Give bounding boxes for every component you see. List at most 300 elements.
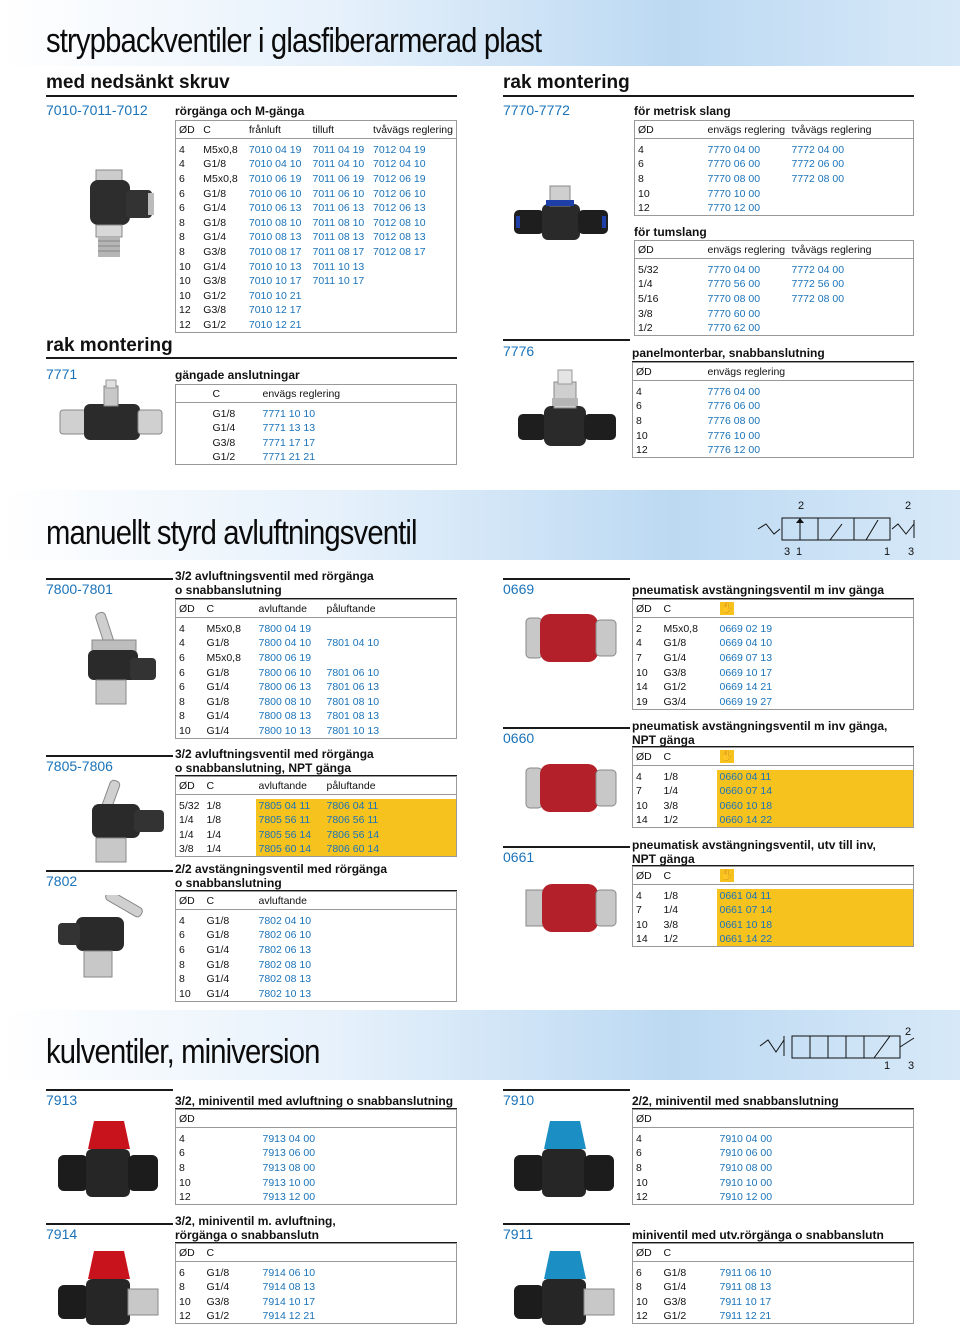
col-avluftande: avluftande — [256, 777, 324, 795]
table-cell: 7771 21 21 — [262, 451, 316, 464]
table-cell: 10 — [636, 1176, 648, 1189]
table-7776 — [632, 362, 914, 458]
port-label: 1 — [796, 546, 803, 558]
table-cell: 7770 08 00 — [707, 172, 761, 185]
product-code-7910: 7910 — [503, 1092, 535, 1108]
table-row — [635, 172, 914, 187]
table-cell: 7913 12 00 — [262, 1190, 316, 1203]
valve-symbol-icon — [756, 496, 926, 560]
table-cell: G3/8 — [203, 275, 227, 288]
table-row — [635, 292, 914, 307]
table-cell: 7914 10 17 — [262, 1295, 316, 1308]
table-row — [633, 918, 914, 933]
table-cell: 6 — [179, 681, 185, 694]
table-cell: 7 — [636, 785, 642, 798]
table-cell: 12 — [179, 1310, 191, 1323]
table-cell: 7 — [636, 651, 642, 664]
col-od: ØD — [176, 1110, 260, 1128]
table-cell: M5x0,8 — [663, 622, 698, 635]
table-cell: 7010 12 17 — [248, 304, 302, 317]
table-cell: 6 — [179, 1266, 185, 1279]
table-cell: 7914 12 21 — [262, 1310, 316, 1323]
table-row — [633, 622, 914, 637]
table-cell: G1/4 — [203, 260, 227, 273]
table-7770a — [634, 120, 914, 216]
table-row — [176, 143, 457, 158]
table-row — [176, 943, 457, 958]
product-image-7776 — [514, 368, 624, 458]
col-paluftande: påluftande — [324, 777, 457, 795]
table-cell: 7010 10 17 — [248, 275, 302, 288]
table-cell: 7776 12 00 — [707, 443, 761, 456]
table-cell: 7800 06 10 — [258, 666, 312, 679]
table-cell: 0661 10 18 — [717, 918, 914, 933]
product-image-7910 — [510, 1115, 620, 1205]
table-row — [633, 651, 914, 666]
table-cell: 1/8 — [206, 814, 222, 827]
table-row — [635, 263, 914, 278]
table-cell: G1/4 — [206, 943, 230, 956]
table-cell: G1/8 — [203, 158, 227, 171]
section-title-1: strypbackventiler i glasfiberarmerad plast — [46, 22, 542, 60]
table-cell — [789, 186, 914, 201]
col-avluftande: avluftande — [256, 892, 457, 910]
table-0660 — [632, 747, 914, 828]
table-row — [176, 288, 457, 303]
table-cell: 6 — [179, 202, 185, 215]
table-cell: G1/4 — [203, 231, 227, 244]
product-code-7802: 7802 — [46, 873, 78, 889]
table-row — [176, 813, 457, 828]
table-cell: 7012 08 17 — [373, 245, 426, 258]
table-row — [633, 636, 914, 651]
table-cell: 1/4 — [638, 278, 653, 291]
table-cell: 12 — [636, 1190, 648, 1203]
table-row — [633, 1295, 914, 1310]
col-envags: envägs reglering — [705, 363, 914, 381]
table-row — [176, 986, 457, 1001]
table-cell: 7913 04 00 — [262, 1132, 316, 1145]
table-cell: 7772 04 00 — [791, 263, 845, 276]
rule-7800 — [46, 578, 173, 580]
table-cell: 4 — [179, 158, 185, 171]
table-cell: 7800 10 13 — [258, 724, 312, 737]
table-cell: 19 — [636, 695, 648, 708]
table-cell: 3/8 — [663, 799, 679, 812]
table-cell: 7010 06 13 — [248, 202, 302, 215]
table-cell: 7801 04 10 — [326, 637, 380, 650]
table-cell: 7805 56 14 — [256, 828, 324, 843]
table-cell: 8 — [179, 710, 185, 723]
table-cell: G1/2 — [663, 1310, 687, 1323]
rule-7911 — [503, 1223, 630, 1225]
table-cell: 4 — [636, 770, 642, 783]
rule-right-1 — [503, 95, 914, 97]
table-cell: 1/4 — [206, 828, 222, 841]
table-cell: 7011 10 17 — [312, 275, 365, 288]
col-tvavags: tvåvägs reglering — [370, 121, 456, 139]
table-row — [633, 1161, 914, 1176]
table-row — [176, 421, 457, 436]
table-cell: 7010 04 10 — [248, 158, 302, 171]
desc-7910: 2/2, miniventil med snabbanslutning — [632, 1094, 839, 1108]
table-cell: G1/8 — [206, 1266, 230, 1279]
col-c: C — [661, 1244, 717, 1262]
table-row — [633, 932, 914, 947]
table-cell: 7011 06 10 — [312, 187, 365, 200]
table-cell: 0669 02 19 — [719, 622, 773, 635]
table-cell: G1/2 — [212, 451, 236, 464]
table-cell: 7801 10 13 — [326, 724, 380, 737]
port-label: 3 — [784, 546, 791, 558]
table-cell: 7910 08 00 — [719, 1161, 773, 1174]
table-cell: 7802 04 10 — [258, 914, 312, 927]
table-row — [176, 928, 457, 943]
product-code-0661: 0661 — [503, 849, 535, 865]
table-cell: 7011 08 17 — [312, 245, 365, 258]
table-cell: 12 — [636, 1310, 648, 1323]
table-cell: 7011 08 10 — [312, 216, 365, 229]
table-row — [176, 636, 457, 651]
table-cell: 3/8 — [663, 918, 679, 931]
table-cell: 7800 08 13 — [258, 710, 312, 723]
table-cell: G1/2 — [206, 1310, 230, 1323]
table-cell: G1/8 — [206, 637, 230, 650]
table-cell: 5/32 — [638, 263, 659, 276]
table-cell: 7911 08 13 — [719, 1281, 772, 1294]
table-7770b — [634, 240, 914, 336]
col-c: C — [204, 777, 256, 795]
col-franluft: frånluft — [246, 121, 310, 139]
table-cell: 7801 08 10 — [326, 695, 380, 708]
table-cell: G3/8 — [203, 245, 227, 258]
table-cell: 10 — [179, 1295, 191, 1308]
table-cell: 5/32 — [179, 799, 200, 812]
table-row — [635, 306, 914, 321]
valve-symbol-icon — [756, 1024, 926, 1074]
table-cell: G1/8 — [212, 407, 236, 420]
product-code-0669: 0669 — [503, 581, 535, 597]
table-cell: 10 — [636, 918, 648, 931]
table-row — [633, 414, 914, 429]
table-row — [633, 1280, 914, 1295]
table-cell: G1/4 — [206, 973, 230, 986]
table-cell: 0669 10 17 — [719, 666, 773, 679]
table-7913 — [175, 1109, 457, 1205]
table-cell: 7772 56 00 — [791, 278, 845, 291]
table-cell: 12 — [179, 318, 191, 331]
table-cell: 1/2 — [663, 814, 679, 827]
table-cell: G1/8 — [663, 637, 687, 650]
table-cell: 7806 56 14 — [324, 828, 457, 843]
table-cell: 4 — [179, 1132, 185, 1145]
col-od: ØD — [633, 867, 661, 885]
table-7802 — [175, 891, 457, 1002]
table-row — [176, 694, 457, 709]
col-avluftande: avluftande — [256, 600, 324, 618]
table-cell: 0661 04 11 — [717, 889, 914, 904]
col-od: ØD — [635, 241, 705, 259]
table-row — [633, 1190, 914, 1205]
rule-left-1 — [46, 95, 457, 97]
table-cell: G3/4 — [663, 695, 687, 708]
product-image-7914 — [54, 1245, 164, 1337]
table-7771 — [175, 384, 457, 465]
desc-7010: rörgänga och M-gänga — [175, 104, 305, 118]
product-image-7913 — [54, 1115, 164, 1205]
table-cell: G1/8 — [206, 914, 230, 927]
table-row — [633, 770, 914, 785]
table-cell: 7011 04 10 — [312, 158, 365, 171]
table-7800 — [175, 599, 457, 739]
desc-7770a: för metrisk slang — [634, 104, 731, 118]
table-row — [176, 186, 457, 201]
product-image-7010 — [66, 160, 156, 270]
table-cell: G1/4 — [212, 422, 236, 435]
product-code-7770: 7770-7772 — [503, 102, 570, 118]
table-cell: 7910 12 00 — [719, 1190, 773, 1203]
table-cell: 0660 14 22 — [717, 813, 914, 828]
table-cell: 6 — [179, 666, 185, 679]
table-cell: G1/8 — [663, 1266, 687, 1279]
table-7910 — [632, 1109, 914, 1205]
table-cell: G1/4 — [206, 1281, 230, 1294]
table-cell: 7911 10 17 — [719, 1295, 772, 1308]
port-label: 1 — [884, 546, 891, 558]
table-cell: 8 — [179, 231, 185, 244]
col-od: ØD — [633, 600, 661, 618]
table-cell — [370, 274, 456, 289]
table-cell: 7910 10 00 — [719, 1176, 773, 1189]
table-cell: 7012 04 10 — [373, 158, 426, 171]
table-cell: 7010 10 13 — [248, 260, 302, 273]
table-cell: 10 — [179, 1176, 191, 1189]
table-cell: 1/4 — [663, 904, 679, 917]
product-code-0660: 0660 — [503, 730, 535, 746]
table-cell: 7801 06 13 — [326, 681, 380, 694]
table-row — [176, 1132, 457, 1147]
table-cell: G1/8 — [206, 929, 230, 942]
table-cell: 4 — [636, 385, 642, 398]
table-cell: 7914 06 10 — [262, 1266, 316, 1279]
table-cell: 7910 04 00 — [719, 1132, 773, 1145]
col-tilluft: tilluft — [309, 121, 370, 139]
table-cell: 1/4 — [179, 814, 194, 827]
table-cell — [370, 318, 456, 333]
table-7010 — [175, 120, 457, 333]
table-row — [176, 215, 457, 230]
table-cell: 7011 10 13 — [312, 260, 365, 273]
col-od: ØD — [176, 121, 201, 139]
table-cell: 8 — [179, 695, 185, 708]
table-row — [176, 1146, 457, 1161]
table-cell: 0661 07 14 — [717, 903, 914, 918]
product-image-0660 — [522, 750, 622, 830]
left-heading: med nedsänkt skruv — [46, 72, 230, 93]
table-cell: 7806 60 14 — [324, 842, 457, 857]
table-cell: 7913 10 00 — [262, 1176, 316, 1189]
table-cell: 6 — [636, 1266, 642, 1279]
table-cell: G3/8 — [206, 1295, 230, 1308]
table-cell: 7770 06 00 — [707, 158, 761, 171]
table-cell: 10 — [636, 799, 648, 812]
product-image-0669 — [522, 600, 622, 680]
table-cell: G1/8 — [206, 958, 230, 971]
desc-7771: gängade anslutningar — [175, 368, 300, 382]
table-cell: 7770 12 00 — [707, 201, 761, 214]
table-cell: 7012 06 19 — [373, 172, 426, 185]
desc-7913: 3/2, miniventil med avluftning o snabbanslutning — [175, 1094, 454, 1108]
table-cell: 8 — [179, 245, 185, 258]
col-c: C — [661, 748, 717, 766]
table-cell: 7802 06 10 — [258, 929, 312, 942]
table-cell: 7776 06 00 — [707, 400, 761, 413]
desc-7911: miniventil med utv.rörgänga o snabbanslutn — [632, 1228, 884, 1242]
col-c: C — [204, 1244, 260, 1262]
table-cell: 8 — [179, 958, 185, 971]
table-cell: 7770 04 00 — [707, 143, 761, 156]
desc-7805: 3/2 avluftningsventil med rörgänga o snabbanslutning, NPT gänga — [175, 747, 374, 775]
desc-0669: pneumatisk avstängningsventil m inv gänga — [632, 583, 885, 597]
table-cell — [309, 318, 370, 333]
table-cell: 7011 04 19 — [312, 143, 365, 156]
table-cell: 7800 04 19 — [258, 622, 312, 635]
table-cell: 6 — [636, 1147, 642, 1160]
table-row — [176, 1190, 457, 1205]
port-label: 3 — [908, 1060, 915, 1072]
table-row — [633, 665, 914, 680]
table-cell: 1/4 — [206, 843, 222, 856]
table-row — [635, 277, 914, 292]
table-row — [176, 1266, 457, 1281]
table-7805 — [175, 776, 457, 857]
table-row — [176, 680, 457, 695]
table-cell: 1/8 — [663, 770, 679, 783]
port-label: 1 — [884, 1060, 891, 1072]
col-envags: envägs reglering — [705, 121, 789, 139]
product-image-7805 — [70, 776, 170, 876]
table-cell: 0660 07 14 — [717, 784, 914, 799]
table-cell: 10 — [179, 289, 191, 302]
table-cell: 10 — [638, 187, 650, 200]
table-cell: M5x0,8 — [206, 651, 241, 664]
table-cell: 8 — [638, 172, 644, 185]
product-code-7911: 7911 — [503, 1226, 534, 1242]
table-cell: 7911 06 10 — [719, 1266, 772, 1279]
table-row — [633, 784, 914, 799]
product-image-0661 — [522, 870, 622, 950]
table-row — [176, 201, 457, 216]
port-label: 2 — [905, 1026, 912, 1038]
table-cell: 7911 12 21 — [719, 1310, 772, 1323]
table-row — [633, 443, 914, 458]
table-row — [633, 694, 914, 709]
table-row — [176, 436, 457, 451]
table-cell: 7010 08 10 — [248, 216, 302, 229]
table-cell: 4 — [636, 889, 642, 902]
desc-0660: pneumatisk avstängningsventil m inv gänga, NPT gänga — [632, 719, 888, 747]
table-cell: 4 — [179, 914, 185, 927]
table-cell: 7772 08 00 — [791, 172, 845, 185]
table-cell: 10 — [636, 429, 648, 442]
table-row — [176, 1175, 457, 1190]
table-cell: 7802 06 13 — [258, 943, 312, 956]
desc-7776: panelmonterbar, snabbanslutning — [632, 346, 825, 360]
table-cell: 5/16 — [638, 292, 659, 305]
table-cell: G1/4 — [663, 1281, 687, 1294]
table-cell: 7770 08 00 — [707, 292, 761, 305]
table-row — [176, 318, 457, 333]
table-cell: 8 — [636, 1281, 642, 1294]
table-cell: G1/2 — [663, 681, 687, 694]
table-cell: 7806 56 11 — [324, 813, 457, 828]
col-c: C — [210, 385, 260, 403]
table-0669 — [632, 599, 914, 710]
table-cell: 0669 07 13 — [719, 651, 773, 664]
col-tvavags: tvåvägs reglering — [789, 241, 914, 259]
table-cell: 12 — [179, 1190, 191, 1203]
table-cell: 6 — [179, 651, 185, 664]
table-cell: G1/2 — [203, 289, 227, 302]
table-cell: 4 — [179, 637, 185, 650]
table-row — [633, 889, 914, 904]
rule-7805 — [46, 755, 173, 757]
product-image-7770 — [508, 180, 618, 260]
table-cell: M5x0,8 — [203, 172, 238, 185]
table-row — [635, 143, 914, 158]
table-cell: 7010 06 19 — [248, 172, 302, 185]
table-cell: 1/8 — [206, 799, 222, 812]
left-heading-2: rak montering — [46, 335, 173, 356]
col-od: ØD — [176, 777, 204, 795]
table-cell — [309, 303, 370, 318]
table-cell: 6 — [179, 187, 185, 200]
table-cell: 6 — [179, 1147, 185, 1160]
table-cell: 6 — [179, 929, 185, 942]
table-cell: 3/8 — [638, 307, 653, 320]
table-cell: 10 — [179, 275, 191, 288]
table-row — [633, 1146, 914, 1161]
table-row — [633, 1266, 914, 1281]
section-title-3: kulventiler, miniversion — [46, 1033, 320, 1071]
table-cell: 4 — [179, 143, 185, 156]
table-cell: 10 — [179, 260, 191, 273]
table-row — [176, 622, 457, 637]
table-cell: 12 — [638, 201, 650, 214]
table-cell: 7910 06 00 — [719, 1147, 773, 1160]
table-row — [635, 201, 914, 216]
table-row — [176, 972, 457, 987]
desc-0661: pneumatisk avstängningsventil, utv till inv, NPT gänga — [632, 838, 876, 866]
table-row — [176, 1280, 457, 1295]
table-cell: 7802 10 13 — [258, 987, 312, 1000]
table-row — [176, 450, 457, 465]
table-cell: 0669 19 27 — [719, 695, 773, 708]
table-cell: 7770 04 00 — [707, 263, 761, 276]
table-row — [176, 245, 457, 260]
table-cell: 7800 06 19 — [258, 651, 312, 664]
table-cell: 1/4 — [179, 828, 194, 841]
table-cell: G1/4 — [206, 681, 230, 694]
table-cell: 1/8 — [663, 889, 679, 902]
table-cell: 7771 10 10 — [262, 407, 316, 420]
table-cell: 7010 08 17 — [248, 245, 302, 258]
right-heading: rak montering — [503, 72, 630, 93]
table-cell: 6 — [179, 172, 185, 185]
product-code-7805: 7805-7806 — [46, 758, 113, 774]
table-row — [176, 303, 457, 318]
table-cell — [324, 651, 457, 666]
